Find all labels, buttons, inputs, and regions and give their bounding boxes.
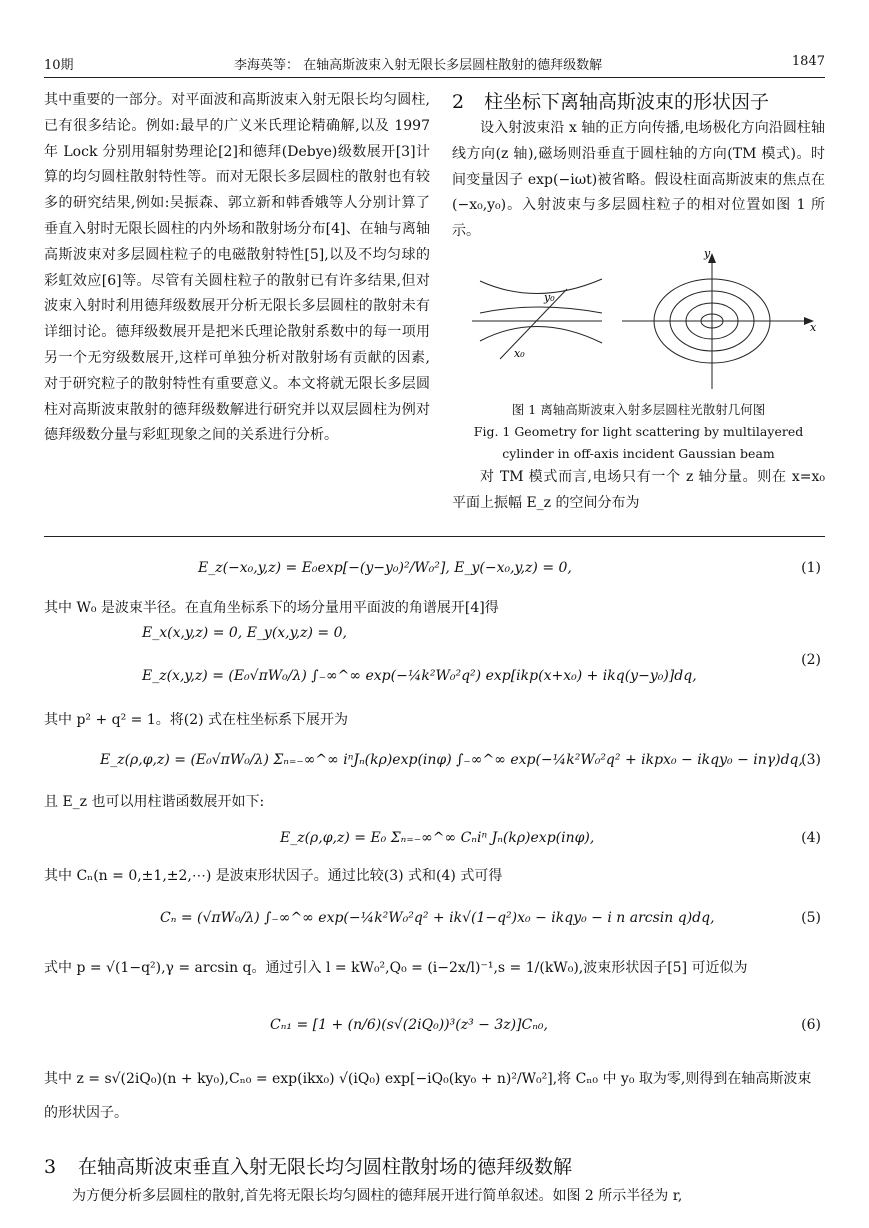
text-after-eq4: 其中 Cₙ(n = 0,±1,±2,⋯) 是波束形状因子。通过比较(3) 式和(4) 式可得 xyxy=(44,868,503,884)
figure-1-caption-en-2: cylinder in off-axis incident Gaussian beam xyxy=(502,445,775,461)
equation-4-number: (4) xyxy=(801,830,821,846)
equation-3-number: (3) xyxy=(801,752,821,768)
equation-1-number: (1) xyxy=(801,560,821,576)
equation-4: E_z(ρ,φ,z) = E₀ Σₙ₌₋∞^∞ Cₙiⁿ Jₙ(kρ)exp(inφ), xyxy=(280,830,595,846)
equation-3: E_z(ρ,φ,z) = (E₀√πW₀/λ) Σₙ₌₋∞^∞ iⁿJₙ(kρ)exp(inφ) ∫₋∞^∞ exp(−¼k²W₀²q² + ikpx₀ − ikqy₀ − inγ)dq, xyxy=(100,752,803,768)
section-3-heading xyxy=(44,1152,572,1179)
section-2-paragraph-1: 设入射波束沿 x 轴的正方向传播,电场极化方向沿圆柱轴线方向(z 轴),磁场则沿垂直于圆柱轴的方向(TM 模式)。时间变量因子 exp(−iωt)被省略。假设柱面高斯波束的焦点在(−x₀,y₀)。入射波束与多层圆柱粒子的相对位置如图 1 所示。 xyxy=(452,120,825,240)
text-after-eq3: 且 E_z 也可以用柱谐函数展开如下: xyxy=(44,794,265,810)
label-x0: x₀ xyxy=(514,346,525,360)
text-after-eq6: 其中 z = s√(2iQ₀)(n + ky₀),Cₙ₀ = exp(ikx₀) √(iQ₀) exp[−iQ₀(ky₀ + n)²/W₀²],将 Cₙ₀ 中 y₀ 取为零,则得到在轴高斯波束的形状因子。 xyxy=(44,1071,812,1121)
text-after-eq1: 其中 W₀ 是波束半径。在直角坐标系下的场分量用平面波的角谱展开[4]得 xyxy=(44,600,499,616)
equation-6: Cₙ₁ = [1 + (n/6)(s√(2iQ₀))³(z³ − 3z)]Cₙ₀, xyxy=(270,1017,548,1033)
section-3-number: 3 xyxy=(44,1156,57,1178)
intro-paragraph: 其中重要的一部分。对平面波和高斯波束入射无限长均匀圆柱,已有很多结论。例如:最早的广义米氏理论精确解,以及 1997 年 Lock 分别用辐射势理论[2]和德拜(Debye)级数展开[3]计算的均匀圆柱散射特性等。而对无限长多层圆柱的散射也有较多的研究结果,例如:吴振森、郭立新和韩香娥等人分别计算了垂直入射时无限长圆柱的内外场和散射场分布[4]、在轴与离轴高斯波束对多层圆柱粒子的电磁散射特性[5],以及不均匀球的彩虹效应[6]等。尽管有关圆柱粒子的散射已有许多结果,但对波束入射时利用德拜级数展开分析无限长多层圆柱的散射未有详细讨论。德拜级数展开是把米氏理论散射系数中的每一项用另一个无穷级数展开,这样可单独分析对散射场有贡献的因素,对于研究粒子的散射特性有重要意义。本文将就无限长多层圆柱对高斯波束散射的德拜级数解进行研究并以双层圆柱为例对德拜级数分量与彩虹现象之间的关系进行分析。 xyxy=(44,92,430,444)
left-column xyxy=(44,88,430,449)
right-column xyxy=(452,88,825,517)
label-x: x xyxy=(810,320,817,334)
beam-upper-curve xyxy=(480,279,602,294)
equation-2b: E_z(x,y,z) = (E₀√πW₀/λ) ∫₋∞^∞ exp(−¼k²W₀²q²) exp[ikp(x+x₀) + ikq(y−y₀)]dq, xyxy=(142,668,697,684)
equation-1: E_z(−x₀,y,z) = E₀exp[−(y−y₀)²/W₀²], E_y(−x₀,y,z) = 0, xyxy=(198,560,572,576)
beam-direction-line xyxy=(500,289,567,359)
section-2-number: 2 xyxy=(452,91,465,113)
beam-lower-curve xyxy=(480,326,602,343)
label-y0: y₀ xyxy=(544,290,555,304)
section-3-paragraph: 为方便分析多层圆柱的散射,首先将无限长均匀圆柱的德拜展开进行简单叙述。如图 2 所示半径为 r, xyxy=(72,1188,683,1204)
equation-6-number: (6) xyxy=(801,1017,821,1033)
equation-2a: E_x(x,y,z) = 0, E_y(x,y,z) = 0, xyxy=(142,625,347,641)
figure-1-caption-cn: 图 1 离轴高斯波束入射多层圆柱光散射几何图 xyxy=(511,401,766,417)
equation-5: Cₙ = (√πW₀/λ) ∫₋∞^∞ exp(−¼k²W₀²q² + ik√(1−q²)x₀ − ikqy₀ − i n arcsin q)dq, xyxy=(160,910,715,926)
text-after-eq5: 式中 p = √(1−q²),γ = arcsin q。通过引入 l = kW₀²,Q₀ = (i−2x/l)⁻¹,s = 1/(kW₀),波束形状因子[5] 可近似为 xyxy=(44,960,748,976)
section-3-title: 在轴高斯波束垂直入射无限长均匀圆柱散射场的德拜级数解 xyxy=(78,1156,573,1178)
section-2-paragraph-2: 对 TM 模式而言,电场只有一个 z 轴分量。则在 x=x₀ 平面上振幅 E_z 的空间分布为 xyxy=(452,468,825,511)
header-rule xyxy=(44,77,825,78)
column-break-rule xyxy=(44,536,825,537)
equation-2-number: (2) xyxy=(801,652,821,668)
beam-middle-curve xyxy=(480,307,602,313)
figure-1-drawing xyxy=(452,249,825,399)
text-after-eq2: 其中 p² + q² = 1。将(2) 式在柱坐标系下展开为 xyxy=(44,712,349,728)
figure-1 xyxy=(452,249,825,399)
running-title: 李海英等： 在轴高斯波束入射无限长多层圆柱散射的德拜级数解 xyxy=(234,58,603,73)
section-2-title: 柱坐标下离轴高斯波束的形状因子 xyxy=(484,91,770,113)
running-header xyxy=(44,54,825,74)
section-2-heading xyxy=(452,88,825,116)
page-number: 1847 xyxy=(791,54,825,69)
label-y: y xyxy=(704,248,711,260)
figure-1-caption-en-1: Fig. 1 Geometry for light scattering by multilayered xyxy=(473,423,804,439)
equation-5-number: (5) xyxy=(801,910,821,926)
issue-number: 10期 xyxy=(44,58,74,73)
